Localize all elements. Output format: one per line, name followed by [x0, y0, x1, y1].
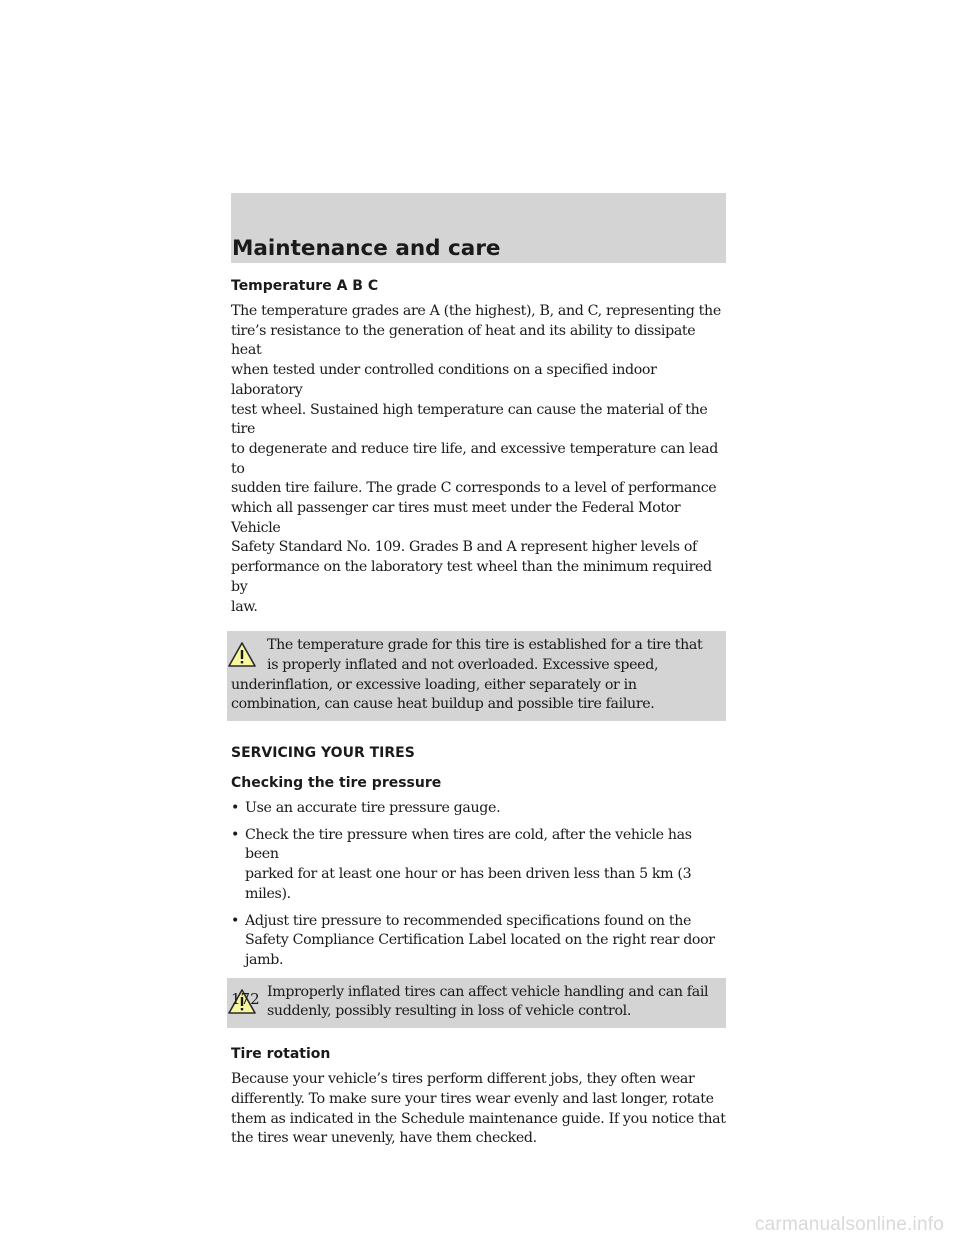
warning-box-pressure: Improperly inflated tires can affect vehicle handling and can fail suddenly, possibly resulting in loss of vehicle control.	[227, 978, 726, 1028]
tire-pressure-list	[231, 799, 726, 971]
heading-tire-rotation: Tire rotation	[231, 1046, 331, 1063]
bullet-glyph: •	[231, 826, 240, 843]
list-item: • Adjust tire pressure to recommended specifications found on the Safety Compliance Certification Label located on the right rear door jamb.	[231, 912, 715, 968]
bullet-glyph: •	[231, 912, 240, 929]
heading-servicing: SERVICING YOUR TIRES	[231, 745, 415, 762]
paragraph-temperature: The temperature grades are A (the highest), B, and C, representing the tire’s resistance to the generation of heat and its ability to dissipate heat when tested under controlled conditions on a specified indoor laboratory test wheel. Sustained high temperature can cause the material of the tire to degenerate and reduce tire life, and excessive temperature can lead to sudden tire failure. The grade C corresponds to a level of performance which all passenger car tires must meet under the Federal Motor Vehicle Safety Standard No. 109. Grades B and A represent higher levels of performance on the laboratory test wheel than the minimum required by law.	[231, 303, 721, 615]
warning-box-temperature: The temperature grade for this tire is established for a tire that is properly inflated and not overloaded. Excessive speed, underinflation, or excessive loading, either separately or in combination, can cause heat buildup and possible tire failure.	[227, 631, 726, 721]
list-item: • Use an accurate tire pressure gauge.	[231, 799, 726, 819]
page-number: 172	[231, 990, 260, 1008]
warning-triangle-icon	[227, 641, 257, 669]
bullet-glyph: •	[231, 800, 240, 817]
footer-watermark: carmanualsonline.info	[754, 1214, 944, 1235]
page-content	[231, 276, 726, 1149]
subheading-tire-pressure: Checking the tire pressure	[231, 775, 442, 792]
heading-temperature: Temperature A B C	[231, 278, 379, 294]
chapter-title: Maintenance and care	[232, 236, 501, 261]
paragraph-tire-rotation: Because your vehicle’s tires perform different jobs, they often wear differently. To make sure your tires wear evenly and last longer, rotate them as indicated in the Schedule maintenance guide. If you notice that the tires wear unevenly, have them checked.	[231, 1071, 726, 1147]
list-item: • Check the tire pressure when tires are cold, after the vehicle has been parked for at least one hour or has been driven less than 5 km (3 miles).	[231, 826, 692, 902]
